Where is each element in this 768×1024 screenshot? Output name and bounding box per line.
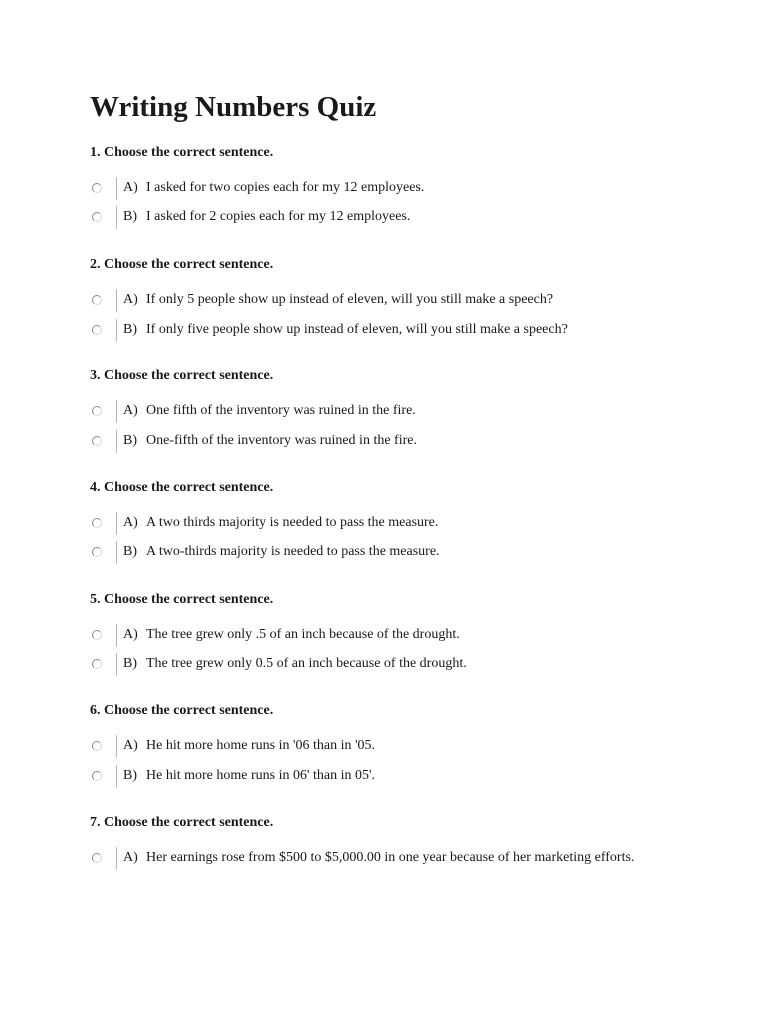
answer-option-4b[interactable] (90, 541, 750, 563)
radio-button[interactable] (92, 325, 102, 335)
radio-button[interactable] (92, 659, 102, 669)
option-letter: A) (123, 292, 138, 307)
answer-option-5b[interactable] (90, 653, 750, 675)
option-divider (116, 400, 117, 423)
option-letter: A) (123, 850, 138, 865)
option-text: I asked for two copies each for my 12 employees. (146, 180, 425, 195)
option-letter: B) (123, 656, 137, 671)
radio-button[interactable] (92, 630, 102, 640)
question-6 (90, 702, 750, 783)
option-divider (116, 206, 117, 229)
option-divider (116, 289, 117, 312)
option-divider (116, 624, 117, 647)
question-3 (90, 367, 750, 448)
option-text: One fifth of the inventory was ruined in the fire. (146, 403, 416, 418)
option-divider (116, 735, 117, 758)
answer-option-7a[interactable] (90, 847, 750, 869)
option-letter: A) (123, 515, 138, 530)
option-text: The tree grew only .5 of an inch because of the drought. (146, 627, 460, 642)
answer-option-1b[interactable] (90, 206, 750, 228)
question-heading: 2. Choose the correct sentence. (90, 257, 274, 272)
option-letter: B) (123, 433, 137, 448)
option-text: If only 5 people show up instead of eleven, will you still make a speech? (146, 292, 554, 307)
option-letter: B) (123, 209, 137, 224)
option-divider (116, 430, 117, 453)
option-letter: A) (123, 738, 138, 753)
answer-option-2a[interactable] (90, 289, 750, 311)
option-divider (116, 765, 117, 788)
question-4 (90, 479, 750, 559)
question-7 (90, 814, 750, 865)
answer-option-4a[interactable] (90, 512, 750, 534)
question-5 (90, 591, 750, 671)
option-text: A two-thirds majority is needed to pass the measure. (146, 544, 440, 559)
option-divider (116, 319, 117, 342)
answer-option-2b[interactable] (90, 319, 750, 341)
radio-button[interactable] (92, 771, 102, 781)
question-1 (90, 144, 750, 224)
option-divider (116, 847, 117, 870)
option-divider (116, 653, 117, 676)
answer-option-6a[interactable] (90, 735, 750, 757)
option-letter: B) (123, 544, 137, 559)
option-divider (116, 177, 117, 200)
question-heading: 3. Choose the correct sentence. (90, 368, 274, 383)
option-text: A two thirds majority is needed to pass the measure. (146, 515, 439, 530)
radio-button[interactable] (92, 518, 102, 528)
question-2 (90, 256, 750, 337)
option-text: The tree grew only 0.5 of an inch because of the drought. (146, 656, 467, 671)
page-title: Writing Numbers Quiz (90, 91, 377, 123)
question-heading: 5. Choose the correct sentence. (90, 592, 274, 607)
option-text: He hit more home runs in 06' than in 05'. (146, 768, 376, 783)
option-letter: B) (123, 322, 137, 337)
option-text: One-fifth of the inventory was ruined in the fire. (146, 433, 417, 448)
radio-button[interactable] (92, 406, 102, 416)
option-text: He hit more home runs in '06 than in '05. (146, 738, 376, 753)
option-divider (116, 541, 117, 564)
radio-button[interactable] (92, 212, 102, 222)
answer-option-1a[interactable] (90, 177, 750, 199)
radio-button[interactable] (92, 547, 102, 557)
radio-button[interactable] (92, 853, 102, 863)
question-heading: 6. Choose the correct sentence. (90, 703, 274, 718)
question-heading: 7. Choose the correct sentence. (90, 815, 274, 830)
option-divider (116, 512, 117, 535)
question-heading: 1. Choose the correct sentence. (90, 145, 274, 160)
option-letter: A) (123, 180, 138, 195)
option-letter: B) (123, 768, 137, 783)
option-text: I asked for 2 copies each for my 12 employees. (146, 209, 411, 224)
option-letter: A) (123, 403, 138, 418)
answer-option-3b[interactable] (90, 430, 750, 452)
option-letter: A) (123, 627, 138, 642)
question-heading: 4. Choose the correct sentence. (90, 480, 274, 495)
radio-button[interactable] (92, 295, 102, 305)
answer-option-3a[interactable] (90, 400, 750, 422)
option-text: Her earnings rose from $500 to $5,000.00 in one year because of her marketing efforts. (146, 850, 635, 865)
answer-option-5a[interactable] (90, 624, 750, 646)
answer-option-6b[interactable] (90, 765, 750, 787)
radio-button[interactable] (92, 741, 102, 751)
radio-button[interactable] (92, 183, 102, 193)
radio-button[interactable] (92, 436, 102, 446)
option-text: If only five people show up instead of eleven, will you still make a speech? (146, 322, 568, 337)
